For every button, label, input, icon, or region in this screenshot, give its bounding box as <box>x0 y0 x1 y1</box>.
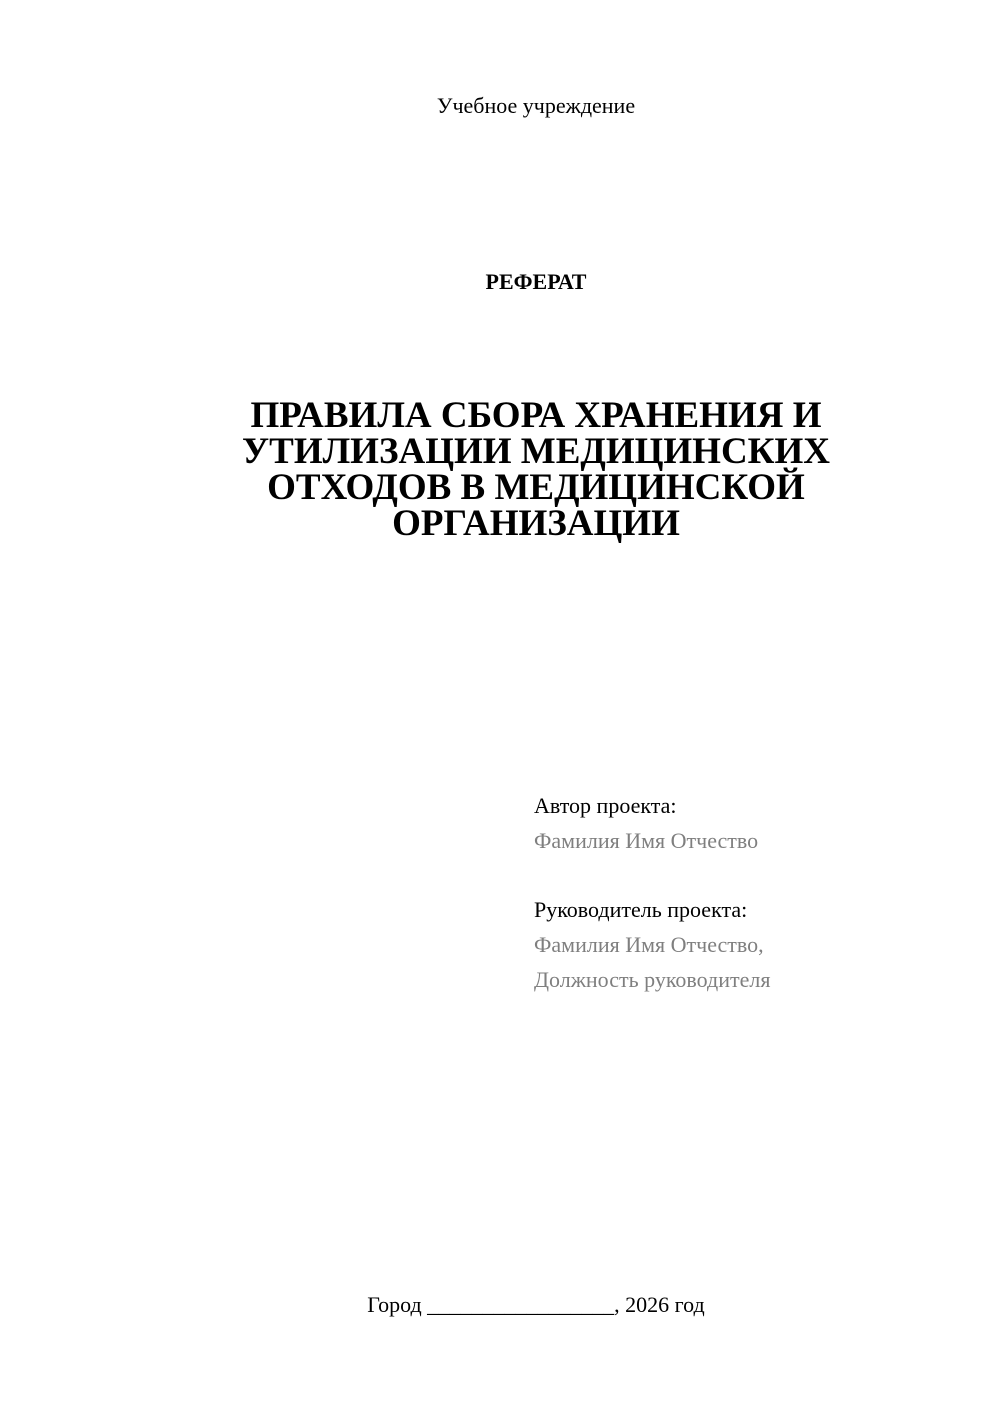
author-label: Автор проекта: <box>534 793 677 818</box>
document-title <box>180 395 892 544</box>
credits-block <box>534 788 974 997</box>
city-year-line: Город _________________, 2026 год <box>367 1292 705 1317</box>
title-line: ОТХОДОВ В МЕДИЦИНСКОЙ <box>267 467 805 508</box>
document-type: РЕФЕРАТ <box>485 269 587 294</box>
author-block <box>534 788 974 858</box>
supervisor-label: Руководитель проекта: <box>534 897 748 922</box>
author-name: Фамилия Имя Отчество <box>534 828 759 853</box>
supervisor-position: Должность руководителя <box>534 967 771 992</box>
title-line: УТИЛИЗАЦИИ МЕДИЦИНСКИХ <box>241 431 831 472</box>
supervisor-name: Фамилия Имя Отчество, <box>534 932 764 957</box>
title-line: ОРГАНИЗАЦИИ <box>392 503 680 544</box>
supervisor-block <box>534 892 974 997</box>
institution-name: Учебное учреждение <box>436 93 636 118</box>
title-line: ПРАВИЛА СБОРА ХРАНЕНИЯ И <box>250 395 822 436</box>
